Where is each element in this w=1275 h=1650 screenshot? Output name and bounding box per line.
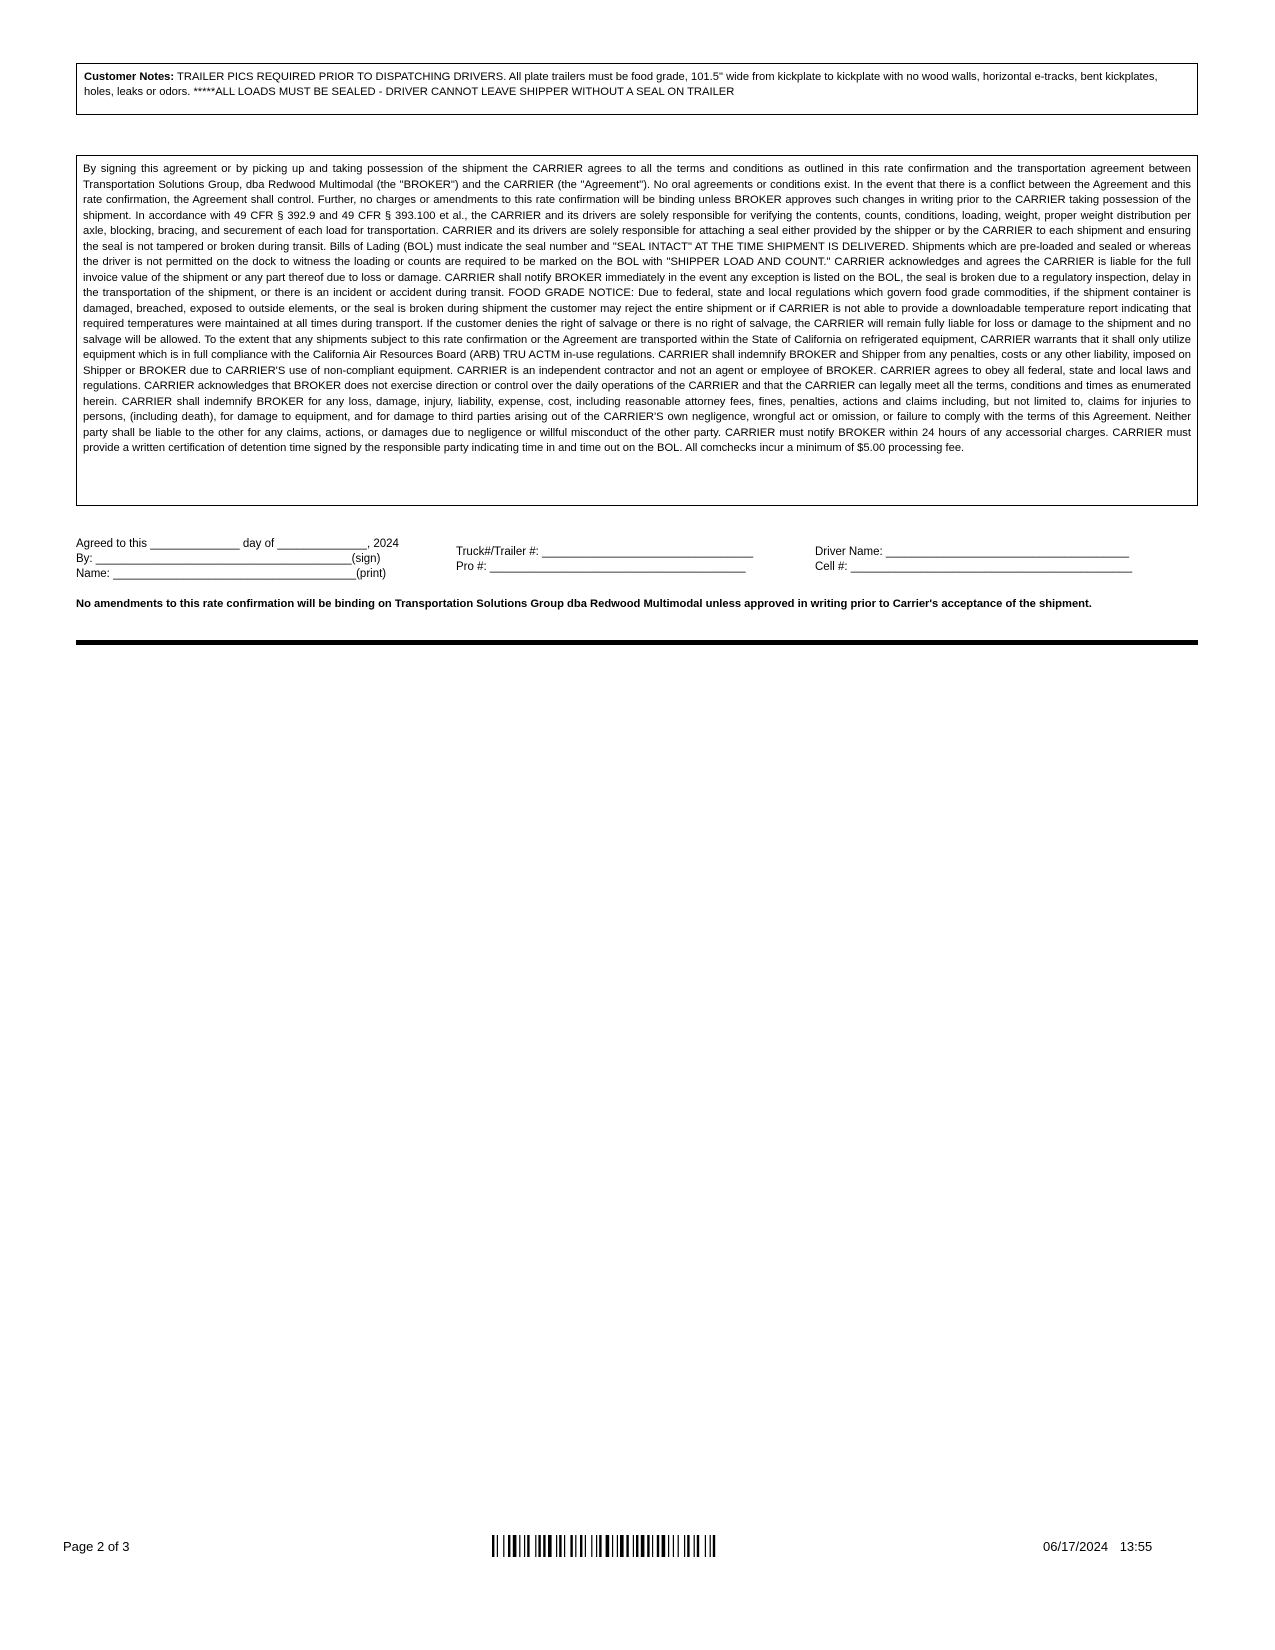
terms-text: By signing this agreement or by picking up and taking possession of the shipment the CARRIER agrees to all the terms and conditions as outlined in this rate confirmation and the transportation agreement between Transportation Solutions Group, dba Redwood Multimodal (the "BROKER") and the CARRIER (the "Agreement"). No oral agreements or conditions exist. In the event that there is a conflict between the Agreement and this rate confirmation, the Agreement shall control. Further, no charges or amendments to this rate confirmation will be binding unless BROKER approves such changes in writing prior to the CARRIER taking possession of the shipment. In accordance with 49 CFR § 392.9 and 49 CFR § 393.100 et al., the CARRIER and its drivers are solely responsible for verifying the contents, counts, conditions, loading, weight, proper weight distribution per axle, blocking, bracing, and securement of each load for transportation. CARRIER and its drivers are solely responsible for attaching a seal either provided by the shipper or by the CARRIER to each shipment and ensuring the seal is not tampered or broken during transit. Bills of Lading (BOL) must indicate the seal number and "SEAL INTACT" AT THE TIME SHIPMENT IS DELIVERED. Shipments which are pre-loaded and sealed or whereas the driver is not permitted on the dock to witness the loading or counts are required to be marked on the BOL with "SHIPPER LOAD AND COUNT." CARRIER acknowledges and agrees the CARRIER is liable for the full invoice value of the shipment or any part thereof due to loss or damage. CARRIER shall notify BROKER immediately in the event any exception is listed on the BOL, the seal is broken due to a regulatory inspection, delay in the transportation of the shipment, or there is an incident or accident during transit. FOOD GRADE NOTICE: Due to federal, state and local regulations which govern food grade commodities, if the shipment container is damaged, breached, exposed to outside elements, or the seal is broken during shipment the customer may reject the entire shipment or if CARRIER is not able to provide a downloadable temperature report indicating that required temperatures were maintained at all times during transport. If the customer denies the right of salvage or there is no right of salvage, the CARRIER will remain fully liable for loss or damage to the shipment and no salvage will be allowed. To the extent that any shipments subject to this rate confirmation or the Agreement are transported within the State of California on refrigerated equipment, CARRIER warrants that it shall only utilize equipment which is in full compliance with the California Air Resources Board (ARB) TRU ACTM in-use regulations. CARRIER shall indemnify BROKER and Shipper from any penalties, costs or any other liability, imposed on Shipper or BROKER due to CARRIER'S use of non-compliant equipment. CARRIER is an independent contractor and not an agent or employee of BROKER. CARRIER agrees to obey all federal, state and local laws and regulations. CARRIER acknowledges that BROKER does not exercise direction or control over the daily operations of the CARRIER and that the CARRIER can legally meet all the terms, conditions and times as enumerated herein. CARRIER shall indemnify BROKER for any loss, damage, injury, liability, expense, cost, including reasonable attorney fees, fines, penalties, actions and claims including, but not limited to, claims for injuries to persons, (including death), for damage to equipment, and for damage to third parties arising out of the CARRIER'S own negligence, wrongful act or omission, or failure to comply with the terms of this Agreement. Neither party shall be liable to the other for any claims, actions, or damages due to negligence or willful misconduct of the other party. CARRIER must notify BROKER within 24 hours of any accessorial charges. CARRIER must provide a written certification of detention time signed by the responsible party indicating time in and time out on the BOL. All comchecks incur a minimum of $5.00 processing fee. bbox=[83, 163, 1191, 454]
truck-trailer-line: Truck#/Trailer #: _________________________________ bbox=[456, 546, 754, 558]
section-divider bbox=[76, 640, 1198, 645]
sign-by-line: By: ________________________________________(sign) bbox=[76, 553, 381, 565]
customer-notes-box bbox=[76, 63, 1198, 115]
agreed-date-line: Agreed to this ______________ day of ______________, 2024 bbox=[76, 538, 399, 550]
print-timestamp bbox=[1043, 1539, 1152, 1554]
print-date: 06/17/2024 bbox=[1043, 1539, 1109, 1554]
print-name-line: Name: ______________________________________(print) bbox=[76, 568, 387, 580]
terms-box bbox=[76, 155, 1198, 506]
page-number: Page 2 of 3 bbox=[63, 1539, 130, 1554]
print-time: 13:55 bbox=[1119, 1539, 1153, 1554]
pro-number-line: Pro #: ________________________________________ bbox=[456, 561, 746, 573]
driver-name-line: Driver Name: ______________________________________ bbox=[815, 546, 1129, 558]
customer-notes-label: Customer Notes: bbox=[84, 71, 175, 83]
customer-notes-text: TRAILER PICS REQUIRED PRIOR TO DISPATCHING DRIVERS. All plate trailers must be food grade, 101.5" wide from kickplate to kickplate with no wood walls, horizontal e-tracks, bent kickplates, holes, leaks or odors. *****ALL LOADS MUST BE SEALED - DRIVER CANNOT LEAVE SHIPPER WITHOUT A SEAL ON TRAILER bbox=[84, 71, 1158, 98]
barcode-image bbox=[492, 1535, 782, 1557]
cell-number-line: Cell #: ____________________________________________ bbox=[815, 561, 1133, 573]
amendments-disclaimer: No amendments to this rate confirmation will be binding on Transportation Solutions Group dba Redwood Multimodal unless approved in writing prior to Carrier's acceptance of the shipment. bbox=[76, 598, 1092, 610]
